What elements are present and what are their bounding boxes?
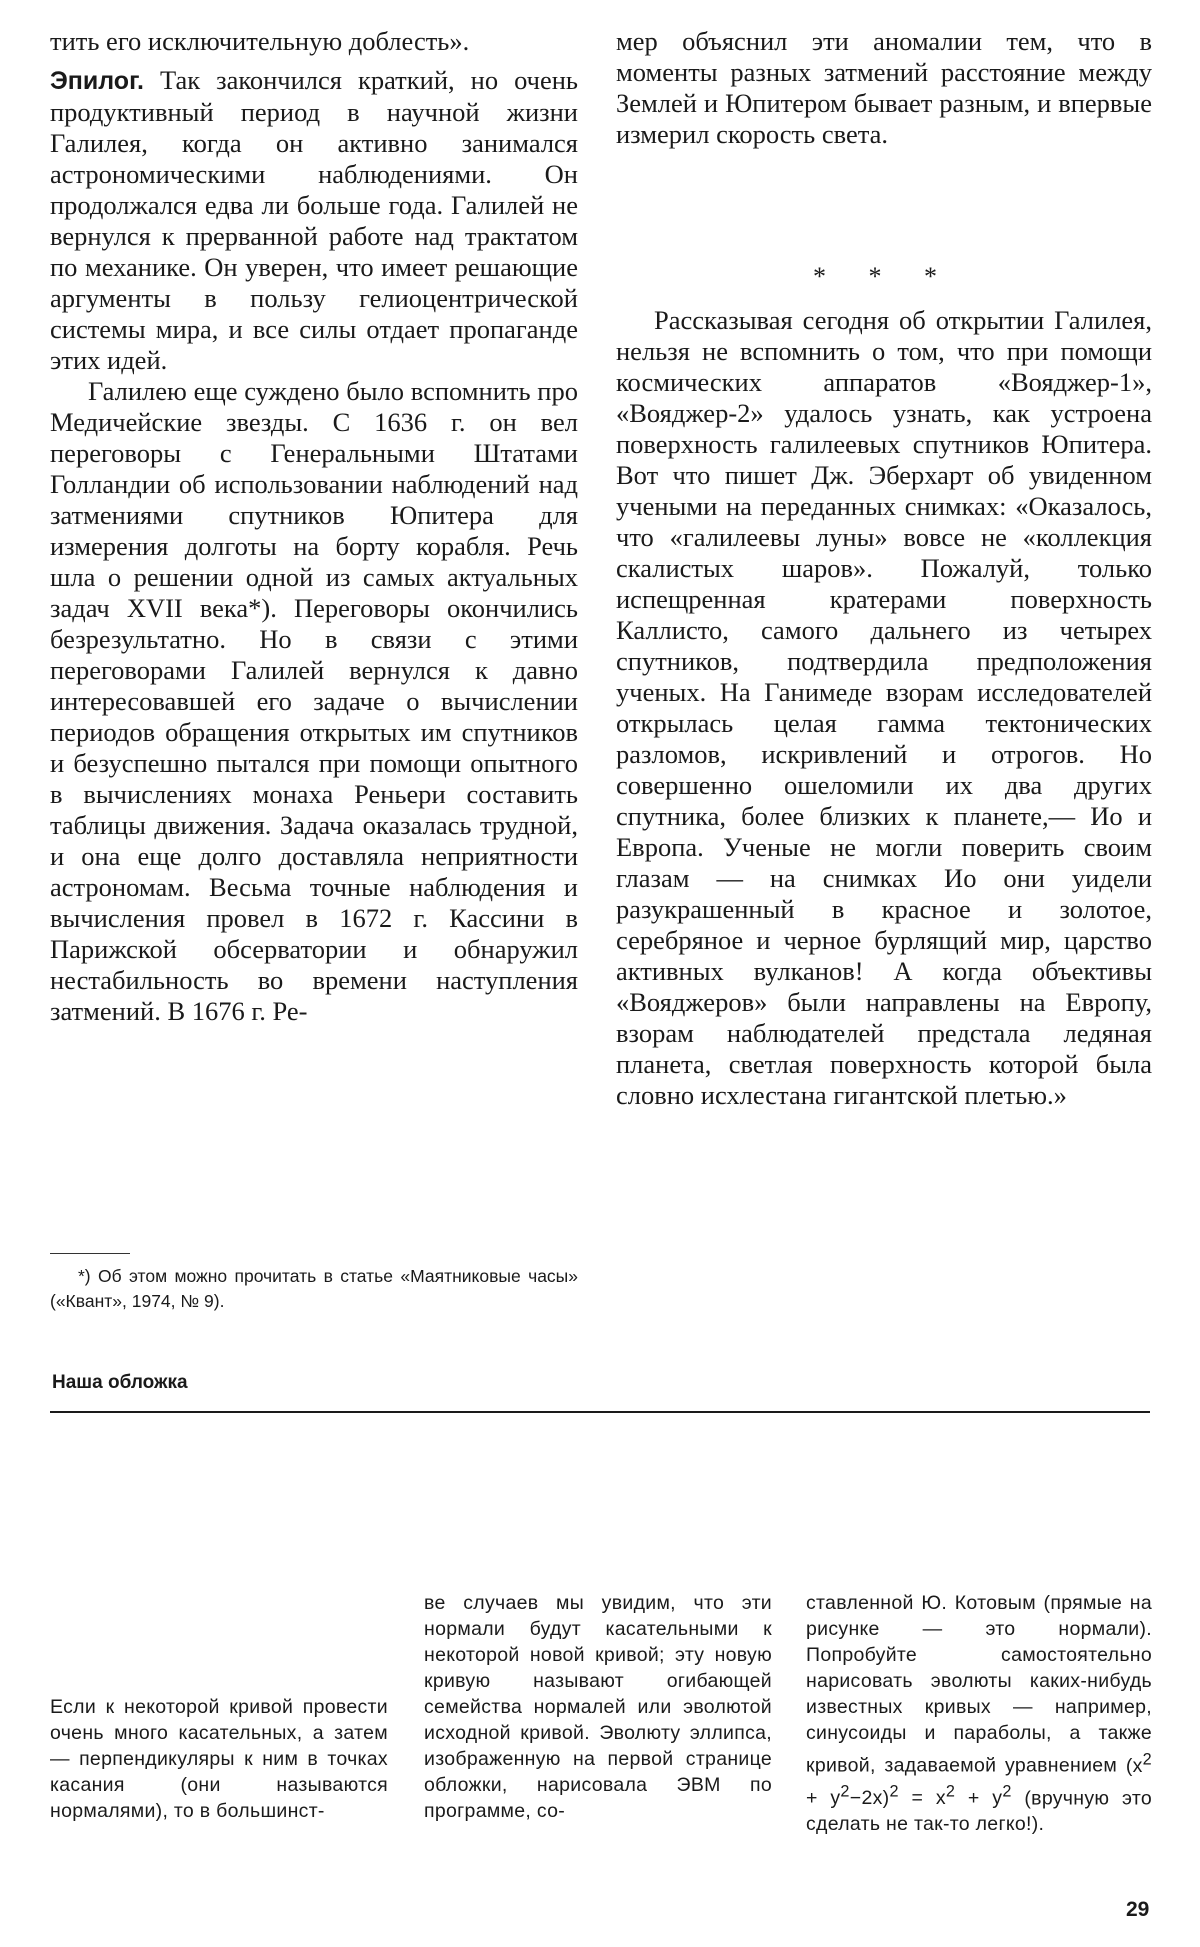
cover-text-column-1 <box>50 1694 388 1824</box>
cover-paragraph-1: Если к некоторой кривой провести очень много касательных, а затем — перпендикуляры к ним в точках касания (они называются нормалями), то в большинст- <box>50 1696 388 1822</box>
equation: $(x^2 + y^2-2x)^2 = x^2 + y^2$ <box>806 1750 1152 1809</box>
left-column <box>50 26 578 1027</box>
paragraph-roemer: мер объяснил эти аномалии тем, что в моменты разных затмений расстояние между Землей и Юпитером бывает разным, и впервые измерил скорость света. <box>616 26 1152 149</box>
footnote-divider <box>50 1253 130 1254</box>
paragraph-epilog <box>50 65 578 376</box>
paragraph-continuation: тить его исключительную доблесть». <box>50 26 470 56</box>
paragraph-voyager: Рассказывая сегодня об открытии Галилея, нельзя не вспомнить о том, что при помощи космических аппаратов «Вояджер-1», «Вояджер-2» удалось узнать, как устроена поверхность галилеевых спутников Юпитера. Вот что пишет Дж. Эберхарт об увиденном учеными на переданных снимках: «Оказалось, что «галилеевы луны» вовсе не «коллекция скалистых шаров». Пожалуй, только испещренная кратерами поверхность Каллисто, самого дальнего из четырех спутников, подтвердила предположения ученых. На Ганимеде взорам исследователей открылась целая гамма тектонических разломов, искривлений и отрогов. Но совершенно ошеломили их два других спутника, более близких к планете,— Ио и Европа. Ученые не могли поверить своим глазам — на снимках Ио они уидели разукрашенный в красное и золотое, серебряное и черное бурлящий мир, царство активных вулканов! А когда объективы «Вояджеров» были направлены на Европу, взорам наблюдателей предстала ледяная планета, светлая поверхность которой была словно исхлестана гигантской плетью.» <box>616 305 1152 1110</box>
section-heading: Наша обложка <box>52 1372 188 1393</box>
right-column-continued <box>616 305 1152 1111</box>
cover-paragraph-3 <box>806 1590 1152 1837</box>
paragraph-medici-stars: Галилею еще суждено было вспомнить про Медичейские звезды. С 1636 г. он вел переговоры с Генеральными Штатами Голландии об использовании наблюдений над затмениями спутников Юпитера для измерения долготы на борту корабля. Речь шла о решении одной из самых актуальных задач XVII века*). Переговоры окончились безрезультатно. Но в связи с этими переговорами Галилей вернулся к давно интересовавшей его задаче о вычислении периодов обращения открытых им спутников и безуспешно пытался при помощи опытного в вычислениях монаха Реньери составить таблицы движения. Задача оказалась трудной, и она еще долго доставляла неприятности астрономам. Весьма точные наблюдения и вычисления провел в 1672 г. Кассини в Парижской обсерватории и обнаружил нестабильность во времени наступления затмений. В 1676 г. Ре- <box>50 376 578 1026</box>
epilog-heading: Эпилог. <box>50 67 144 95</box>
footnote-marker: *) <box>78 1266 91 1286</box>
footnote-text: Об этом можно прочитать в статье «Маятниковые часы» («Квант», 1974, № 9). <box>50 1266 578 1311</box>
cover-paragraph-2: ве случаев мы увидим, что эти нормали будут касательными к некоторой новой кривой; эту новую кривую называют огибающей семейства нормалей или эволютой исходной кривой. Эволюту эллипса, изображенную на первой странице обложки, нарисовала ЭВМ по программе, со- <box>424 1592 772 1822</box>
page-number: 29 <box>1126 1898 1150 1921</box>
cover-text-3a: ставленной Ю. Котовым (прямые на рисунке — это нормали). Попробуйте самостоятельно нарисовать эволюты каких-нибудь известных кривых — например, синусоиды и параболы, а также кривой, задаваемой уравнением <box>806 1592 1152 1777</box>
epilog-text: Так закончился краткий, но очень продуктивный период в научной жизни Галилея, когда он активно занимался астрономическими наблюдениями. Он продолжался едва ли больше года. Галилей не вернулся к прерванной работе над трактатом по механике. Он уверен, что имеет решающие аргументы в пользу гелиоцентрической системы мира, и все силы отдает пропаганде этих идей. <box>50 65 578 375</box>
section-divider <box>50 1411 1150 1413</box>
cover-text-column-2 <box>424 1590 772 1824</box>
footnote <box>50 1264 578 1314</box>
cover-text-column-3 <box>806 1590 1152 1837</box>
cover-text-3b: (вручную это сделать не так-то легко!). <box>806 1787 1152 1835</box>
right-column <box>616 26 1152 150</box>
section-separator-asterisks: * * * <box>813 262 955 291</box>
